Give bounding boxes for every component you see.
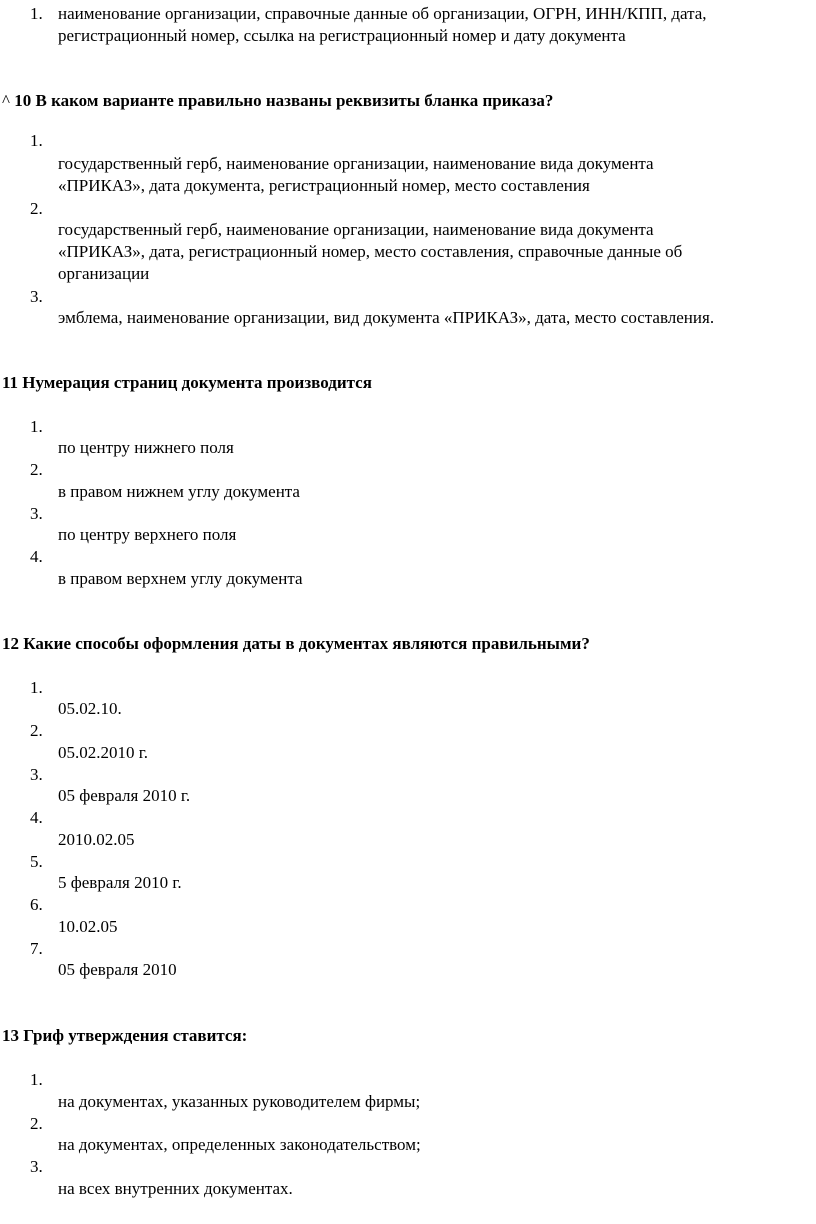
q10-option-2-line-1: государственный герб, наименование организации, наименование вида документа — [58, 220, 654, 239]
q10-option-2-number: 2. — [30, 199, 43, 218]
q12-option-3-line-1: 05 февраля 2010 г. — [58, 786, 191, 805]
q12-option-4-line-1: 2010.02.05 — [58, 830, 135, 849]
q12-option-7-line-1: 05 февраля 2010 — [58, 960, 177, 979]
top-item-line-1: наименование организации, справочные данные об организации, ОГРН, ИНН/КПП, дата, — [58, 4, 707, 23]
q12-option-6-number: 6. — [30, 895, 43, 914]
q10-option-1-line-2: «ПРИКАЗ», дата документа, регистрационный номер, место составления — [58, 176, 590, 195]
q11-option-3-number: 3. — [30, 504, 43, 523]
q13-option-1-line-1: на документах, указанных руководителем фирмы; — [58, 1092, 421, 1111]
q10-option-3-line-1: эмблема, наименование организации, вид документа «ПРИКАЗ», дата, место составления. — [58, 308, 715, 327]
q13-option-3-number: 3. — [30, 1157, 43, 1176]
question-13-title: 13 Гриф утверждения ставится: — [2, 1026, 248, 1045]
q11-option-2-number: 2. — [30, 460, 43, 479]
q10-option-2-line-2: «ПРИКАЗ», дата, регистрационный номер, место составления, справочные данные об — [58, 242, 683, 261]
caret-marker: ^ — [2, 91, 15, 110]
q10-option-1-line-1: государственный герб, наименование организации, наименование вида документа — [58, 154, 654, 173]
q10-option-1-number: 1. — [30, 131, 43, 150]
q12-option-1-line-1: 05.02.10. — [58, 699, 122, 718]
q10-option-3-number: 3. — [30, 287, 43, 306]
q12-option-2-number: 2. — [30, 721, 43, 740]
q11-option-1-line-1: по центру нижнего поля — [58, 438, 234, 457]
q13-option-1-number: 1. — [30, 1070, 43, 1089]
q10-option-2-line-3: организации — [58, 264, 150, 283]
question-10-title — [2, 90, 553, 112]
question-11-title: 11 Нумерация страниц документа производится — [2, 373, 372, 392]
q13-option-3-line-1: на всех внутренних документах. — [58, 1179, 293, 1198]
q12-option-4-number: 4. — [30, 808, 43, 827]
q12-option-6-line-1: 10.02.05 — [58, 917, 118, 936]
q12-option-5-line-1: 5 февраля 2010 г. — [58, 873, 182, 892]
q11-option-2-line-1: в правом нижнем углу документа — [58, 482, 300, 501]
question-12-title: 12 Какие способы оформления даты в документах являются правильными? — [2, 634, 590, 653]
q11-option-1-number: 1. — [30, 417, 43, 436]
q12-option-7-number: 7. — [30, 939, 43, 958]
top-item-number: 1. — [30, 4, 43, 23]
q12-option-1-number: 1. — [30, 678, 43, 697]
q13-option-2-line-1: на документах, определенных законодательством; — [58, 1135, 421, 1154]
q11-option-4-line-1: в правом верхнем углу документа — [58, 569, 303, 588]
top-item-line-2: регистрационный номер, ссылка на регистрационный номер и дату документа — [58, 26, 626, 45]
q11-option-3-line-1: по центру верхнего поля — [58, 525, 237, 544]
question-10-text: 10 В каком варианте правильно названы реквизиты бланка приказа? — [14, 91, 554, 110]
q12-option-3-number: 3. — [30, 765, 43, 784]
q13-option-2-number: 2. — [30, 1114, 43, 1133]
q11-option-4-number: 4. — [30, 547, 43, 566]
q12-option-5-number: 5. — [30, 852, 43, 871]
q12-option-2-line-1: 05.02.2010 г. — [58, 743, 149, 762]
